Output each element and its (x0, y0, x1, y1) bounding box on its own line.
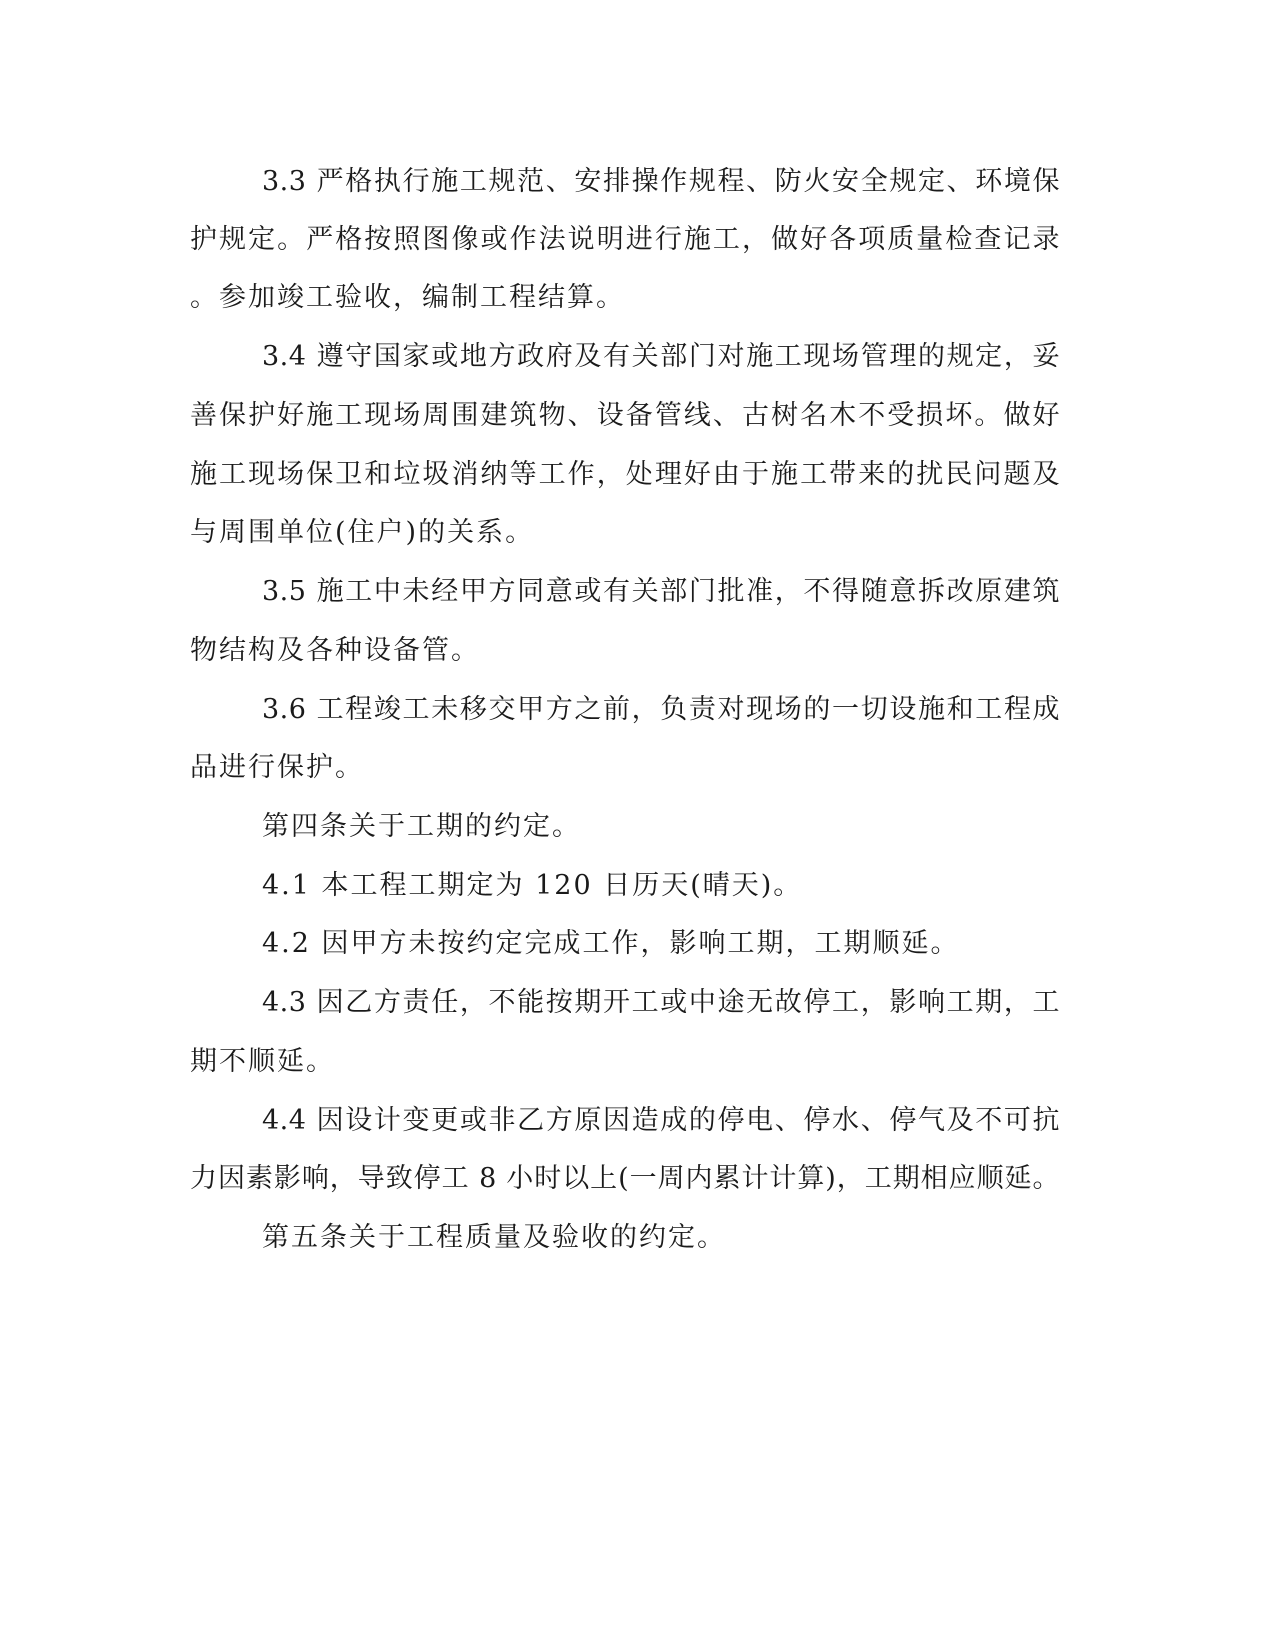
paragraph-3-3-line-2: 护规定。严格按照图像或作法说明进行施工，做好各项质量检查记录 (190, 224, 1060, 255)
paragraph-3-4-line-3: 施工现场保卫和垃圾消纳等工作，处理好由于施工带来的扰民问题及 (190, 459, 1060, 490)
paragraph-3-4-line-1: 3.4 遵守国家或地方政府及有关部门对施工现场管理的规定，妥 (262, 341, 1060, 372)
paragraph-4-1: 4.1 本工程工期定为 120 日历天(晴天)。 (262, 870, 803, 901)
paragraph-3-5-line-1: 3.5 施工中未经甲方同意或有关部门批准，不得随意拆改原建筑 (262, 576, 1060, 607)
paragraph-3-4-line-4: 与周围单位(住户)的关系。 (190, 517, 535, 548)
paragraph-3-4-line-2: 善保护好施工现场周围建筑物、设备管线、古树名木不受损坏。做好 (190, 400, 1060, 431)
paragraph-4-2: 4.2 因甲方未按约定完成工作，影响工期，工期顺延。 (262, 928, 960, 959)
article-4-heading: 第四条关于工期的约定。 (262, 811, 581, 842)
paragraph-3-6-line-2: 品进行保护。 (190, 752, 364, 783)
paragraph-3-5-line-2: 物结构及各种设备管。 (190, 635, 480, 666)
article-5-heading: 第五条关于工程质量及验收的约定。 (262, 1222, 726, 1253)
paragraph-4-4-line-1: 4.4 因设计变更或非乙方原因造成的停电、停水、停气及不可抗 (262, 1105, 1060, 1136)
paragraph-4-4-line-2: 力因素影响，导致停工 8 小时以上(一周内累计计算)，工期相应顺延。 (190, 1163, 1060, 1194)
paragraph-4-3-line-1: 4.3 因乙方责任，不能按期开工或中途无故停工，影响工期，工 (262, 987, 1060, 1018)
paragraph-3-3-line-1: 3.3 严格执行施工规范、安排操作规程、防火安全规定、环境保 (262, 166, 1060, 197)
paragraph-3-6-line-1: 3.6 工程竣工未移交甲方之前，负责对现场的一切设施和工程成 (262, 694, 1060, 725)
paragraph-4-3-line-2: 期不顺延。 (190, 1046, 335, 1077)
paragraph-3-3-line-3: 。参加竣工验收，编制工程结算。 (190, 282, 625, 313)
